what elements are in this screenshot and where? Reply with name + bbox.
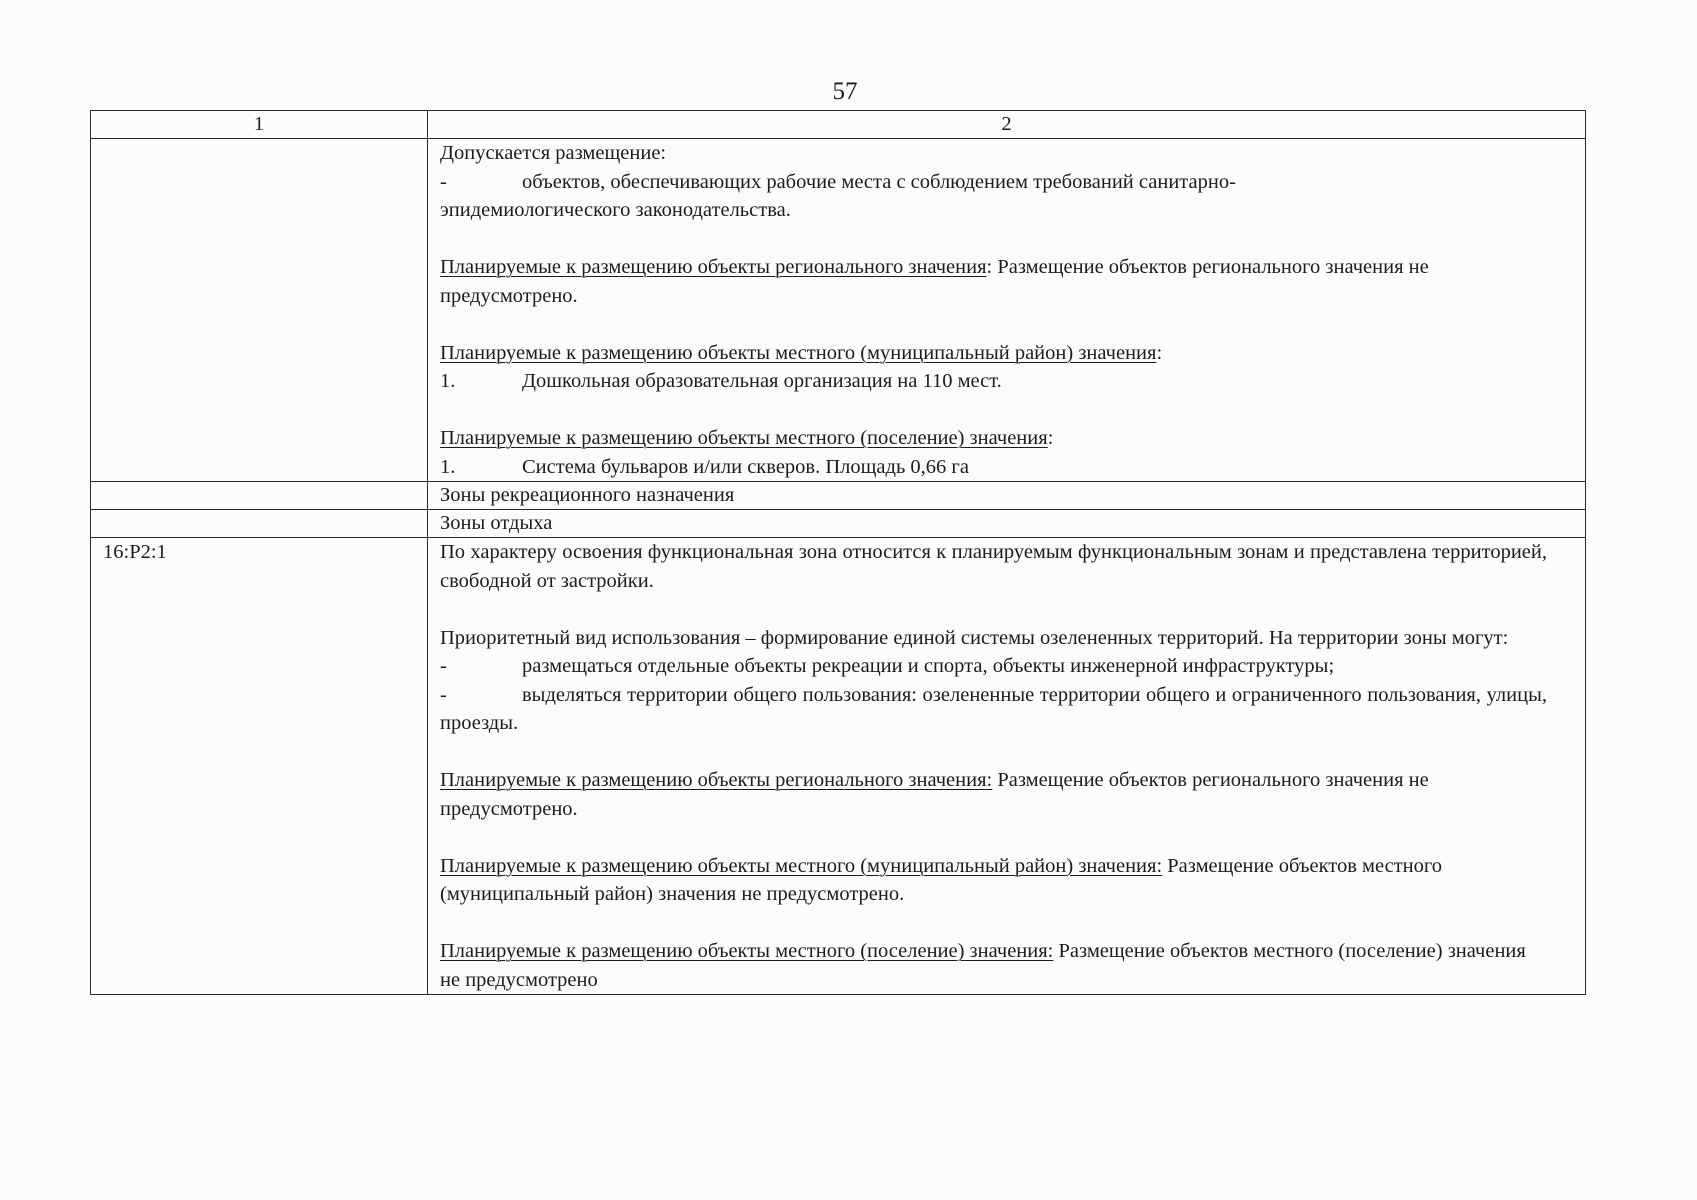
table-row bbox=[91, 139, 1586, 482]
list-item-continuation: эпидемиологического законодательства. bbox=[440, 199, 791, 221]
municipal-objects-label: Планируемые к размещению объекты местного (муниципальный район) значения: bbox=[440, 854, 1163, 877]
settlement-objects-label: Планируемые к размещению объекты местного (поселение) значения bbox=[440, 427, 1048, 449]
list-marker: - bbox=[440, 170, 447, 193]
regional-objects-paragraph bbox=[440, 253, 1547, 310]
regional-objects-paragraph bbox=[440, 766, 1547, 823]
header-col-2: 2 bbox=[428, 111, 1586, 139]
section-row bbox=[91, 510, 1586, 538]
section-rest-title: Зоны отдыха bbox=[428, 510, 1586, 538]
section-recreation-title: Зоны рекреационного назначения bbox=[428, 482, 1586, 510]
section-row bbox=[91, 482, 1586, 510]
list-item-text: выделяться территории общего пользования: озелененные территории общего и ограниченного пользования, улицы, проезды. bbox=[440, 683, 1547, 734]
zone-code-cell: 16:Р2:1 bbox=[91, 538, 428, 995]
list-item-text: размещаться отдельные объекты рекреации и спорта, объекты инженерной инфраструктуры; bbox=[522, 655, 1335, 677]
list-item-text: объектов, обеспечивающих рабочие места с соблюдением требований санитарно- bbox=[522, 170, 1236, 193]
list-item-text: Дошкольная образовательная организация на 110 мест. bbox=[522, 370, 1002, 392]
zone-description-cell bbox=[428, 139, 1586, 482]
municipal-objects-paragraph bbox=[440, 852, 1547, 909]
zone-description-cell bbox=[428, 538, 1586, 995]
regional-objects-text: Размещение объектов регионального значения не предусмотрено. bbox=[440, 769, 1429, 820]
list-item bbox=[440, 367, 1547, 396]
list-item bbox=[440, 453, 1547, 482]
regional-objects-label: Планируемые к размещению объекты регионального значения bbox=[440, 256, 987, 278]
label-separator: : bbox=[986, 256, 993, 278]
settlement-objects-paragraph bbox=[440, 937, 1547, 994]
label-separator: : bbox=[1156, 341, 1163, 364]
municipal-objects-text: Размещение объектов местного (муниципальный район) значения не предусмотрено. bbox=[440, 854, 1443, 905]
table-row bbox=[91, 538, 1586, 995]
regional-objects-label: Планируемые к размещению объекты регионального значения: bbox=[440, 769, 993, 791]
settlement-objects-label: Планируемые к размещению объекты местного (поселение) значения: bbox=[440, 940, 1054, 962]
list-item-text: Система бульваров и/или скверов. Площадь 0,66 га bbox=[522, 455, 969, 478]
section-code-cell bbox=[91, 510, 428, 538]
settlement-objects-text: Размещение объектов местного (поселение) значения не предусмотрено bbox=[440, 940, 1526, 991]
allowed-title: Допускается размещение: bbox=[440, 142, 667, 164]
zones-table bbox=[90, 110, 1586, 995]
priority-paragraph: Приоритетный вид использования – формирование единой системы озелененных территорий. На территории зоны могут: bbox=[440, 626, 1509, 649]
page-number: 57 bbox=[832, 78, 858, 105]
character-paragraph: По характеру освоения функциональная зона относится к планируемым функциональным зонам и представлена территорией, свободной от застройки. bbox=[440, 541, 1547, 592]
header-col-1: 1 bbox=[91, 111, 428, 139]
list-marker: 1. bbox=[440, 455, 456, 478]
settlement-objects-paragraph bbox=[440, 424, 1547, 453]
section-code-cell bbox=[91, 482, 428, 510]
regional-objects-text: Размещение объектов регионального значения не предусмотрено. bbox=[440, 256, 1429, 307]
municipal-objects-paragraph bbox=[440, 339, 1547, 368]
zone-code-cell bbox=[91, 139, 428, 482]
list-marker: 1. bbox=[440, 370, 456, 392]
table-header-row bbox=[91, 111, 1586, 139]
list-item bbox=[440, 168, 1547, 197]
list-marker: - bbox=[440, 655, 447, 677]
label-separator: : bbox=[1047, 427, 1054, 449]
municipal-objects-label: Планируемые к размещению объекты местного (муниципальный район) значения bbox=[440, 341, 1157, 364]
list-item bbox=[440, 652, 1547, 681]
list-marker: - bbox=[440, 683, 447, 706]
list-item bbox=[440, 681, 1547, 738]
